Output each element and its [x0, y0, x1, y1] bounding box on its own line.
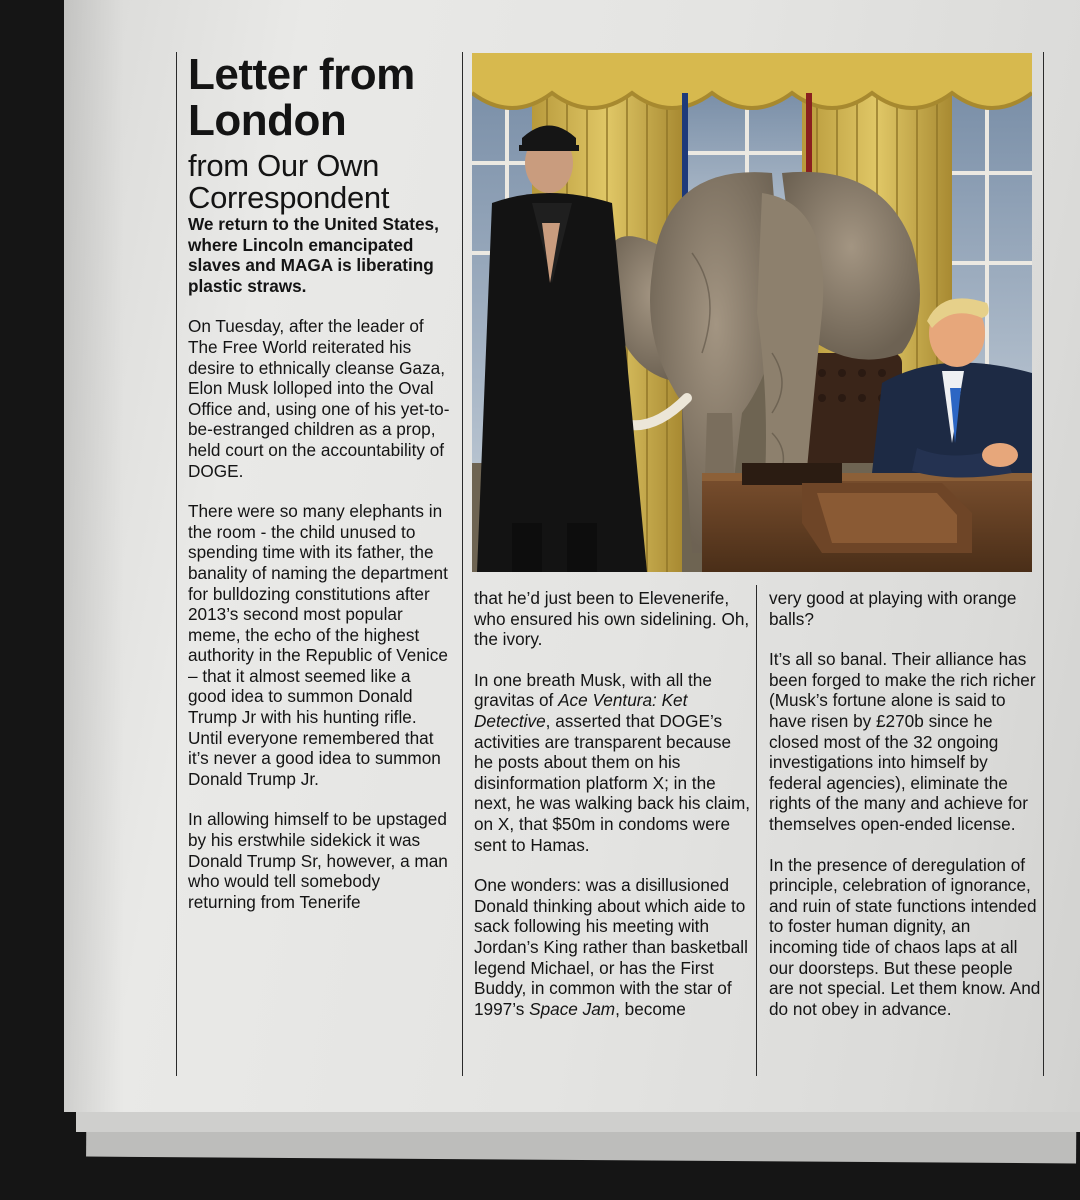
column-rule [756, 585, 757, 1076]
paragraph: that he’d just been to Elevenerife, who ensured his own sidelining. Oh, the ivory. [474, 588, 750, 650]
film-title: Space Jam [529, 998, 616, 1019]
column-rule [462, 52, 463, 1076]
subhead: from Our Own Correspondent [188, 148, 390, 215]
paragraph [474, 670, 752, 855]
paragraph [474, 875, 752, 1019]
paper-fold-shadow [64, 0, 124, 1112]
paragraph-text: One wonders: was a disillusioned Donald thinking about which aide to sack following his meeting with Jordan’s King rather than basketball legend Michael, or has the First Buddy, in common with the star of 1997’s [474, 875, 748, 1019]
paragraph: It’s all so banal. Their alliance has been forged to make the rich richer (Musk’s fortune alone is said to have risen by £270b since he closed most of the 32 ongoing investigations into himself by federal agencies), eliminate the rights of the many and achieve for themselves open-ended license. [769, 649, 1036, 834]
column-rule [1043, 52, 1044, 1076]
film-title: Ace Ventura: Ket Detective [474, 690, 688, 731]
article-column-2 [474, 588, 752, 1039]
paragraph: On Tuesday, after the leader of The Free World reiterated his desire to ethnically cleanse Gaza, Elon Musk lolloped into the Oval Office and, using one of his yet-to-be-estranged children as a prop, held court on the accountability of DOGE. [188, 316, 450, 481]
article-column-1 [188, 52, 452, 932]
article-column-3 [769, 588, 1041, 1039]
standfirst: We return to the United States, where Lincoln emancipated slaves and MAGA is liberating plastic straws. [188, 214, 439, 296]
headline: Letter from London [188, 50, 415, 145]
paragraph-text: , asserted that DOGE’s activities are transparent because he posts about them on his disinformation platform X; in the next, he was walking back his claim, on X, that $50m in condoms were sent to Hamas. [474, 710, 751, 855]
paragraph: In the presence of deregulation of principle, celebration of ignorance, and ruin of state functions intended to foster human dignity, an incoming tide of chaos laps at all our doorsteps. But these people are not special. Let them know. And do not obey in advance. [769, 854, 1041, 1019]
column-rule [176, 52, 177, 1076]
paragraph-text: In one breath Musk, with all the gravitas of [474, 669, 712, 711]
paragraph: very good at playing with orange balls? [769, 588, 1017, 629]
paragraph: In allowing himself to be upstaged by his erstwhile sidekick it was Donald Trump Sr, however, a man who would tell somebody returning from Tenerife [188, 809, 448, 912]
paragraph-text: , become [615, 998, 686, 1019]
article-photo [472, 53, 1032, 572]
paragraph: There were so many elephants in the room - the child unused to spending time with its father, the banality of naming the department for bulldozing constitutions after 2013’s second most popular meme, the echo of the highest authority in the Republic of Venice – that it almost seemed like a good idea to summon Donald Trump Jr with his hunting rifle. Until everyone remembered that it’s never a good idea to summon Donald Trump Jr. [188, 501, 448, 789]
